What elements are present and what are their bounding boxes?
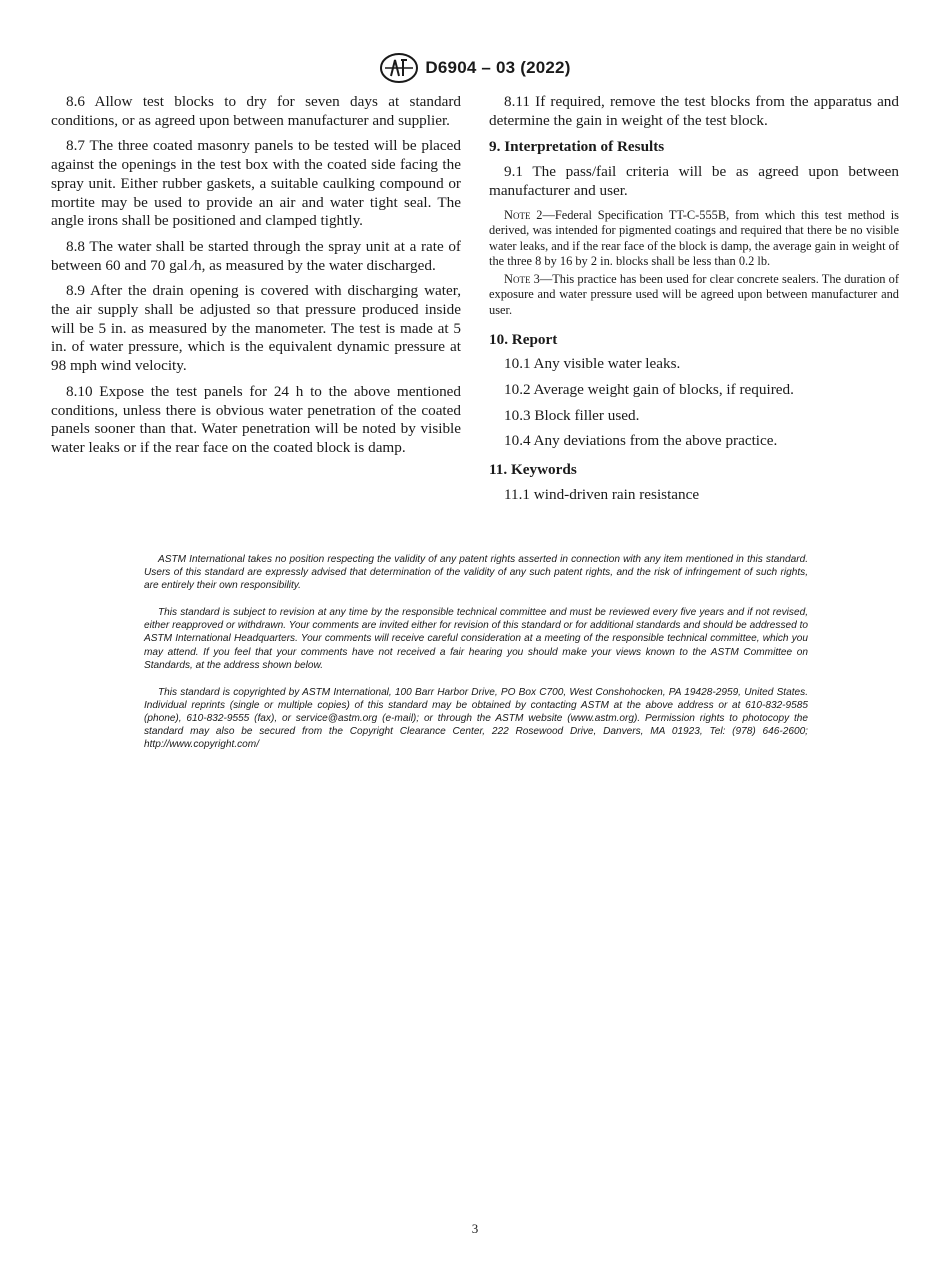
page-number: 3 [471,1221,479,1236]
report-item-10-4: 10.4 Any deviations from the above practice. [504,432,778,450]
patent-notice: ASTM International takes no position respecting the validity of any patent rights asserted in connection with any item mentioned in this standard. Users of this standard are expressly advised that determination of the validity of any such patent rights, and the risk of infringement of such rights, are entirely their own responsibility. [144,554,808,592]
paragraph-8-6: 8.6 Allow test blocks to dry for seven days at standard conditions, or as agreed upon between manufacturer and supplier. [51,93,461,129]
right-column [489,93,899,512]
page-header [0,52,950,84]
note-3-text: 3—This practice has been used for clear concrete sealers. The duration of exposure and water pressure used will be agreed upon between manufacturer and user. [489,271,899,318]
section-9-heading: 9. Interpretation of Results [489,138,665,156]
paragraph-11-1: 11.1 wind-driven rain resistance [504,485,700,503]
paragraph-9-1: 9.1 The pass/fail criteria will be as agreed upon between manufacturer and user. [489,163,899,199]
note-3-label: Note [504,271,531,286]
note-3 [489,272,899,319]
revision-notice: This standard is subject to revision at any time by the responsible technical committee and must be reviewed every five years and if not revised, either reapproved or withdrawn. Your comments are invited either for revision of this standard or for additional standards and should be addressed to ASTM International Headquarters. Your comments will receive careful consideration at a meeting of the responsible technical committee, which you may attend. If you feel that your comments have not received a fair hearing you should make your views known to the ASTM Committee on Standards, at the address shown below. [144,607,808,671]
report-item-10-1: 10.1 Any visible water leaks. [504,355,681,373]
paragraph-8-9: 8.9 After the drain opening is covered with discharging water, the air supply shall be adjusted so that pressure produced inside will be 5 in. as measured by the manometer. The test is made at 5 in. of water pressure, which is the equivalent dynamic pressure at 98 mph wind velocity. [51,282,461,375]
paragraph-8-8: 8.8 The water shall be started through the spray unit at a rate of between 60 and 70 gal ⁄h, as measured by the water discharged. [51,237,461,274]
report-item-10-3: 10.3 Block filler used. [504,406,640,424]
copyright-notice: This standard is copyrighted by ASTM International, 100 Barr Harbor Drive, PO Box C700, West Conshohocken, PA 19428-2959, United States. Individual reprints (single or multiple copies) of this standard may be obtained by contacting ASTM at the above address or at 610-832-9585 (phone), 610-832-9555 (fax), or service@astm.org (e-mail); or through the ASTM website (www.astm.org). Permission rights to photocopy the standard may also be secured from the Copyright Clearance Center, 222 Rosewood Drive, Danvers, MA 01923, Tel: (978) 646-2600; http://www.copyright.com/ [144,686,808,751]
section-10-heading: 10. Report [489,330,558,348]
section-11-heading: 11. Keywords [489,461,577,479]
paragraph-8-10: 8.10 Expose the test panels for 24 h to the above mentioned conditions, unless there is obvious water penetration of the coated panels sooner than that. Water penetration will be noted by visible water leaks or if the rear face on the coated block is damp. [51,382,461,456]
document-title: D6904 – 03 (2022) [425,58,571,77]
note-2-label: Note [504,207,531,222]
note-2-text: 2—Federal Specification TT-C-555B, from which this test method is derived, was intended for pigmented coatings and required that there be no visible water leaks, and if the rear face of the block is damp, the average gain in weight of the three 8 by 16 by 2 in. blocks shall be less than 0.2 lb. [489,207,899,269]
astm-logo-icon [379,52,419,84]
paragraph-8-7: 8.7 The three coated masonry panels to be tested will be placed against the openings in the test box with the coated side facing the spray unit. Either rubber gaskets, a suitable caulking compound or mortite may be used to provide an air and water tight seal. The angle irons shall be positioned and clamped tightly. [51,137,461,230]
left-column [51,93,461,465]
report-item-10-2: 10.2 Average weight gain of blocks, if required. [504,381,794,399]
paragraph-8-11: 8.11 If required, remove the test blocks from the apparatus and determine the gain in weight of the test block. [489,93,899,129]
legal-footer [144,553,808,765]
note-2 [489,208,899,270]
